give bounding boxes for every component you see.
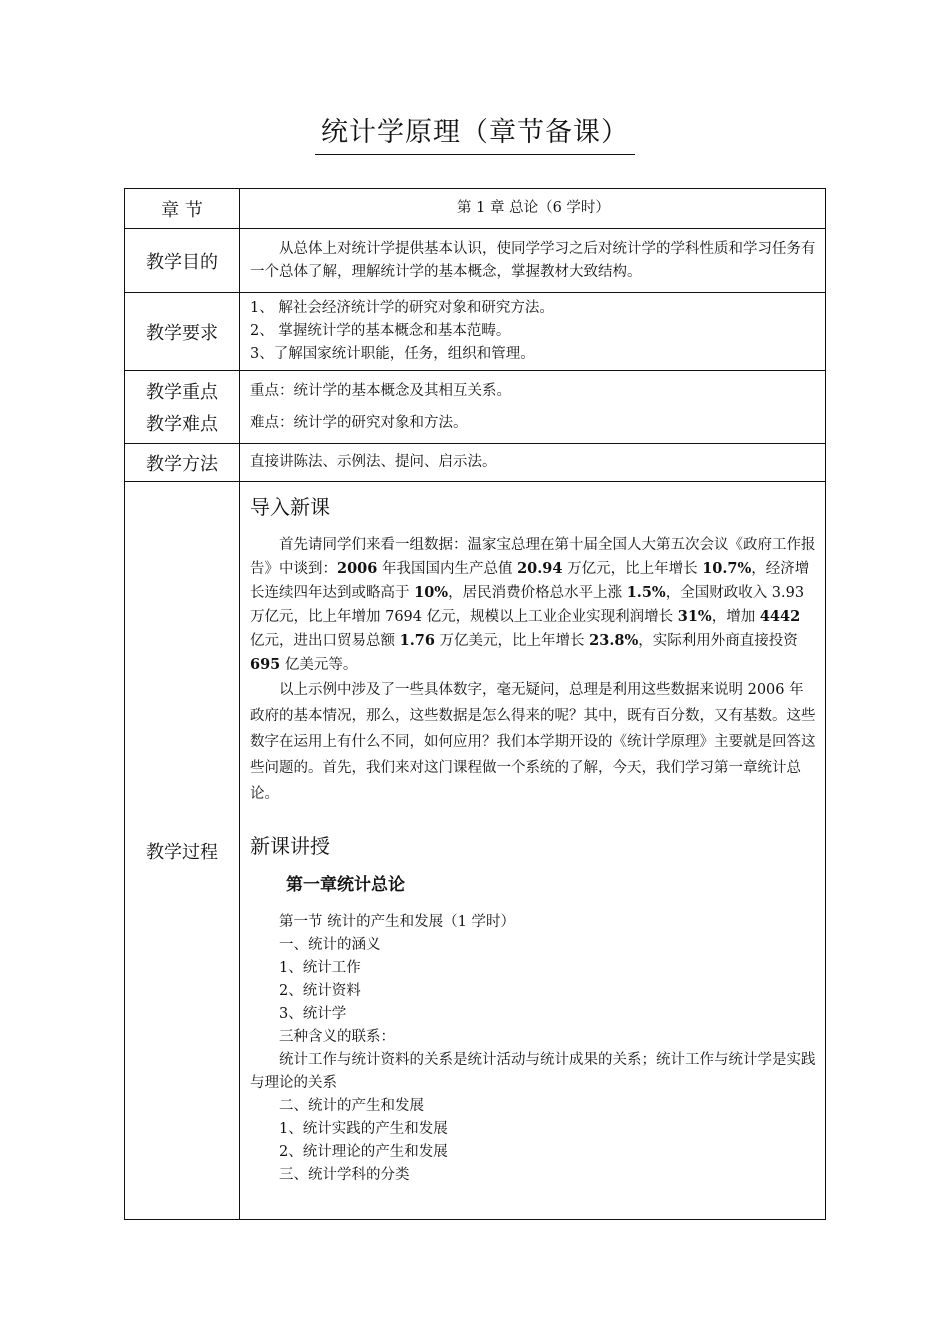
label-requirements: 教学要求 <box>125 293 240 371</box>
method-value: 直接讲陈法、示例法、提问、启示法。 <box>240 444 826 482</box>
objective-text: 从总体上对统计学提供基本认识，使同学学习之后对统计学的学科性质和学习任务有一个总体了解，理解统计学的基本概念，掌握教材大致结构。 <box>250 240 816 280</box>
outline-line: 1、统计实践的产生和发展 <box>279 1121 448 1137</box>
intro-text: 万亿元，比上年增长 <box>562 561 703 577</box>
intro-text: ，全国财政收入 3.93 万亿元，比上年增加 7694 亿元，规模以上工业企业实现利润增长 <box>250 585 805 625</box>
objective-cell <box>240 229 826 293</box>
lesson-plan-table <box>124 188 826 1220</box>
requirement-item: 2、 掌握统计学的基本概念和基本范畴。 <box>250 323 511 339</box>
outline-line: 2、统计理论的产生和发展 <box>279 1144 448 1160</box>
new-lesson-heading: 新课讲授 <box>250 834 330 858</box>
intro-figure: 10% <box>414 584 449 601</box>
intro-figure: 20.94 <box>517 560 563 577</box>
intro-figure: 23.8% <box>589 632 639 649</box>
intro-paragraph-1 <box>250 534 817 677</box>
outline-line: 3、统计学 <box>279 1006 347 1022</box>
outline-line: 第一节 统计的产生和发展（1 学时） <box>279 914 515 930</box>
outline-line: 统计工作与统计资料的关系是统计活动与统计成果的关系；统计工作与统计学是实践与理论的关系 <box>250 1052 816 1091</box>
intro-text: ，居民消费价格总水平上涨 <box>448 585 627 601</box>
row-objective <box>125 229 826 293</box>
intro-figure: 31% <box>677 608 712 625</box>
label-chapter: 章 节 <box>125 189 240 229</box>
intro-text: ，经济增长连续四年达到或略高于 <box>250 561 810 601</box>
row-process <box>125 482 826 1220</box>
outline-line: 1、统计工作 <box>279 960 361 976</box>
outline-line: 三种含义的联系： <box>279 1029 395 1045</box>
label-key-point: 教学重点 <box>146 382 218 403</box>
requirement-item: 3、了解国家统计职能，任务，组织和管理。 <box>250 346 535 362</box>
chapter-title: 第一章统计总论 <box>286 875 405 895</box>
outline-line: 三、统计学科的分类 <box>279 1167 410 1183</box>
row-method <box>125 444 826 482</box>
intro-figure: 4442 <box>759 608 801 625</box>
intro-figure: 10.7% <box>702 560 752 577</box>
process-cell <box>240 482 826 1220</box>
intro-text: 年我国国内生产总值 <box>377 561 518 577</box>
intro-paragraph-2: 以上示例中涉及了一些具体数字，毫无疑问，总理是利用这些数据来说明 2006 年政府的基本情况，那么，这些数据是怎么得来的呢？其中，既有百分数，又有基数。这些数字在运用上有什么不同，如何应用？我们本学期开设的《统计学原理》主要就是回答这些问题的。首先，我们来对这门课程做一个系统的了解，今天，我们学习第一章统计总论。 <box>250 682 816 802</box>
label-difficult-point: 教学难点 <box>146 414 218 435</box>
intro-text: 万亿美元，比上年增长 <box>434 633 590 649</box>
title-underline <box>315 154 635 155</box>
intro-text: 亿元，进出口贸易总额 <box>250 633 400 649</box>
intro-figure: 1.76 <box>399 632 435 649</box>
outline-line: 2、统计资料 <box>279 983 361 999</box>
requirements-cell <box>240 293 826 371</box>
label-objective: 教学目的 <box>125 229 240 293</box>
intro-figure: 1.5% <box>626 584 666 601</box>
label-process: 教学过程 <box>125 482 240 1220</box>
label-method: 教学方法 <box>125 444 240 482</box>
page-title: 统计学原理（章节备课） <box>321 117 629 148</box>
row-requirements <box>125 293 826 371</box>
outline-line: 二、统计的产生和发展 <box>279 1098 424 1114</box>
key-point-text: 重点：统计学的基本概念及其相互关系。 <box>250 383 511 399</box>
outline-line: 一、统计的涵义 <box>279 937 381 953</box>
chapter-value: 第 1 章 总论（6 学时） <box>240 189 826 229</box>
intro-figure: 695 <box>250 656 281 673</box>
intro-text: 亿美元等。 <box>280 657 358 673</box>
requirement-item: 1、 解社会经济统计学的研究对象和研究方法。 <box>250 300 554 316</box>
intro-heading: 导入新课 <box>250 495 330 519</box>
intro-text: ，实际利用外商直接投资 <box>638 633 798 649</box>
difficult-point-text: 难点：统计学的研究对象和方法。 <box>250 415 468 431</box>
intro-text: ，增加 <box>711 609 760 625</box>
intro-figure: 2006 <box>337 560 378 577</box>
row-chapter <box>125 189 826 229</box>
focus-cell <box>240 371 826 444</box>
intro-text: 首先请同学们来看一组数据：温家宝总理在第十届全国人大第五次会议《政府工作报告》中谈到： <box>250 537 816 577</box>
row-focus <box>125 371 826 444</box>
label-focus <box>125 371 240 444</box>
